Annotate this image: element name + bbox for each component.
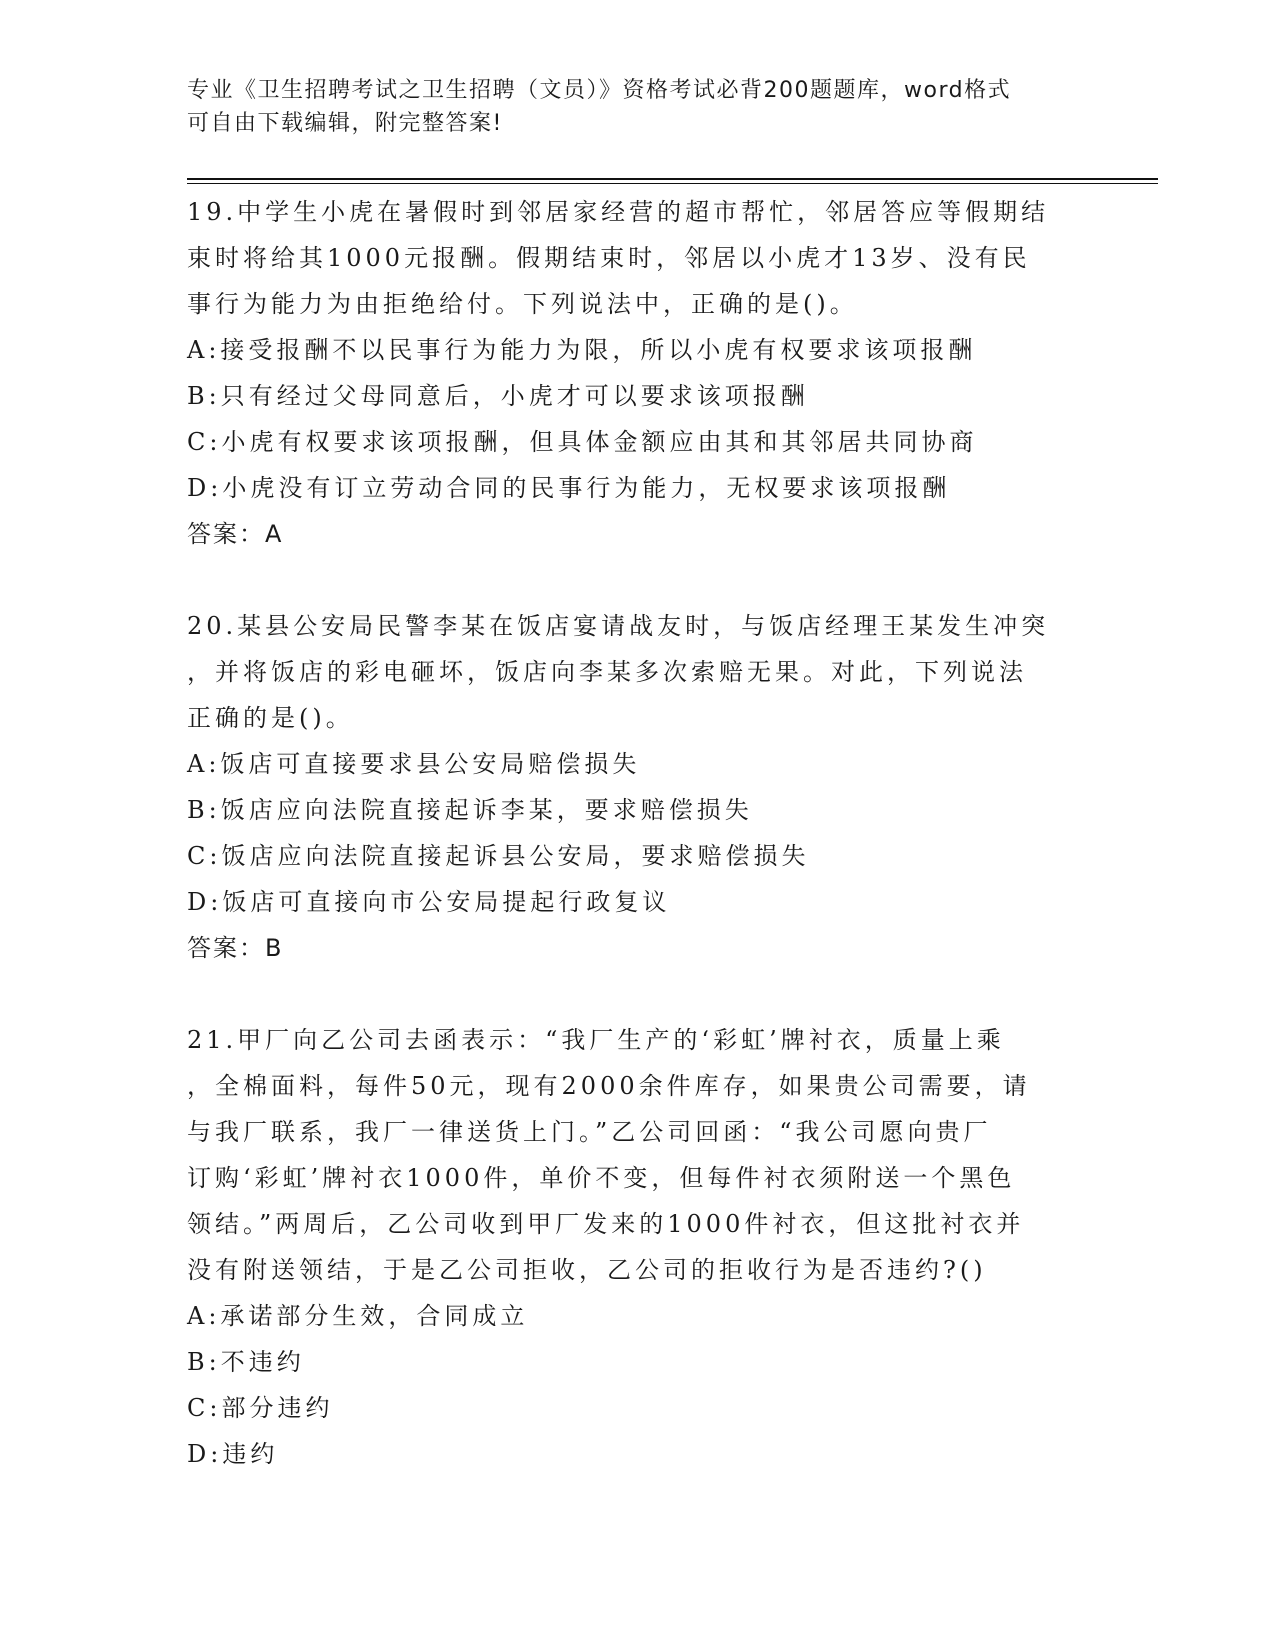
option-a: A:承诺部分生效，合同成立 xyxy=(187,1302,529,1330)
option-b: B:饭店应向法院直接起诉李某，要求赔偿损失 xyxy=(187,796,753,824)
question-list xyxy=(187,189,1087,1523)
question-stem-line: 订购‘彩虹’牌衬衣1000件，单价不变，但每件衬衣须附送一个黑色 xyxy=(187,1164,1016,1192)
document-header xyxy=(187,74,1087,140)
header-divider-thick xyxy=(187,178,1158,180)
answer: 答案：A xyxy=(187,520,284,548)
option-b: B:不违约 xyxy=(187,1348,305,1376)
question-stem-line: 19.中学生小虎在暑假时到邻居家经营的超市帮忙，邻居答应等假期结 xyxy=(187,198,1050,226)
question-stem-line: 20.某县公安局民警李某在饭店宴请战友时，与饭店经理王某发生冲突 xyxy=(187,612,1050,640)
question-stem-line: 领结。”两周后，乙公司收到甲厂发来的1000件衬衣，但这批衬衣并 xyxy=(187,1210,1025,1238)
header-line-1: 专业《卫生招聘考试之卫生招聘（文员）》资格考试必背200题题库，word格式 xyxy=(187,78,1012,103)
question-stem-line: 事行为能力为由拒绝给付。下列说法中，正确的是()。 xyxy=(187,290,858,318)
question-21 xyxy=(187,1017,1087,1477)
option-a: A:饭店可直接要求县公安局赔偿损失 xyxy=(187,750,641,778)
question-20 xyxy=(187,603,1087,971)
option-c: C:小虎有权要求该项报酬，但具体金额应由其和其邻居共同协商 xyxy=(187,428,978,456)
option-c: C:饭店应向法院直接起诉县公安局，要求赔偿损失 xyxy=(187,842,810,870)
question-stem-line: 21.甲厂向乙公司去函表示：“我厂生产的‘彩虹’牌衬衣，质量上乘 xyxy=(187,1026,1005,1054)
question-stem-line: 束时将给其1000元报酬。假期结束时，邻居以小虎才13岁、没有民 xyxy=(187,244,1031,272)
header-line-2: 可自由下载编辑，附完整答案! xyxy=(187,111,503,136)
option-c: C:部分违约 xyxy=(187,1394,334,1422)
answer: 答案：B xyxy=(187,934,284,962)
question-stem-line: ，全棉面料，每件50元，现有2000余件库存，如果贵公司需要，请 xyxy=(187,1072,1031,1100)
option-b: B:只有经过父母同意后，小虎才可以要求该项报酬 xyxy=(187,382,809,410)
question-stem-line: 没有附送领结，于是乙公司拒收，乙公司的拒收行为是否违约?() xyxy=(187,1256,987,1284)
question-stem-line: 正确的是()。 xyxy=(187,704,354,732)
question-19 xyxy=(187,189,1087,557)
option-d: D:违约 xyxy=(187,1440,279,1468)
header-divider-thin xyxy=(187,183,1158,184)
option-d: D:小虎没有订立劳动合同的民事行为能力，无权要求该项报酬 xyxy=(187,474,951,502)
question-stem-line: ，并将饭店的彩电砸坏，饭店向李某多次索赔无果。对此，下列说法 xyxy=(187,658,1027,686)
question-stem-line: 与我厂联系，我厂一律送货上门。”乙公司回函：“我公司愿向贵厂 xyxy=(187,1118,992,1146)
option-a: A:接受报酬不以民事行为能力为限，所以小虎有权要求该项报酬 xyxy=(187,336,977,364)
option-d: D:饭店可直接向市公安局提起行政复议 xyxy=(187,888,671,916)
